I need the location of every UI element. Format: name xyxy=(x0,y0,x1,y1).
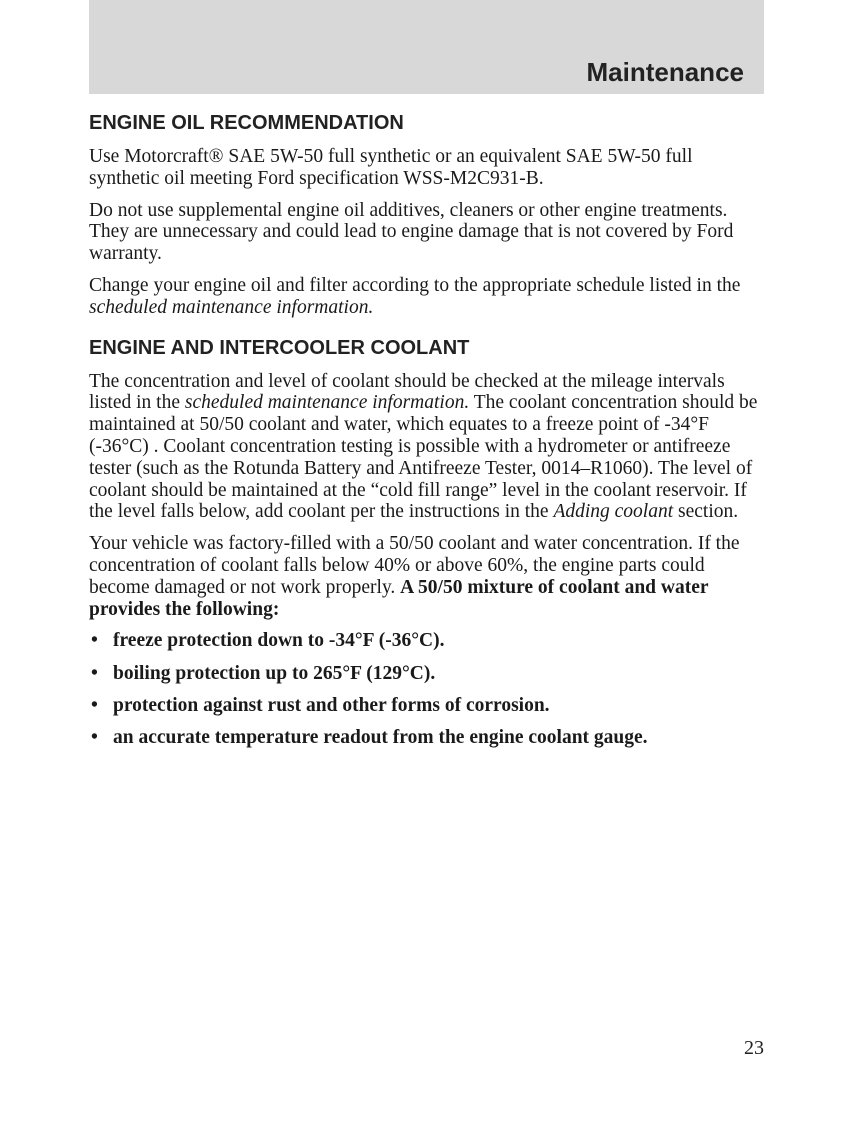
page-content xyxy=(89,110,764,760)
coolant-paragraph-2-text: Your vehicle was factory-filled with a 50/50 coolant and water concentration. If the concentration of coolant falls below 40% or above 60%, the engine parts could become damaged or not work properly. xyxy=(89,533,740,598)
list-item xyxy=(89,695,764,717)
coolant-heading: ENGINE AND INTERCOOLER COOLANT xyxy=(89,336,470,359)
list-item xyxy=(89,630,764,652)
engine-oil-section xyxy=(89,110,764,319)
coolant-paragraph-1-part-b: The coolant concentration should be maintained at 50/50 coolant and water, which equates to a freeze point of -34°F (-36°C) . Coolant concentration testing is possible with a hydrometer or antifreeze tester (such as the Rotunda Battery and Antifreeze Tester, 0014–R1060). The level of coolant should be maintained at the “cold fill range” level in the coolant reservoir. If the level falls below, add coolant per the instructions in the xyxy=(89,392,758,523)
list-item-text: protection against rust and other forms of corrosion. xyxy=(113,694,550,716)
list-item xyxy=(89,663,764,685)
adding-coolant-reference: Adding coolant xyxy=(553,501,674,523)
engine-oil-paragraph-2: Do not use supplemental engine oil additives, cleaners or other engine treatments. They are unnecessary and could lead to engine damage that is not covered by Ford warranty. xyxy=(89,199,734,265)
coolant-paragraph-2-bold: A 50/50 mixture of coolant and water provides the following: xyxy=(89,576,709,620)
bullet-icon: • xyxy=(91,694,98,716)
page-number: 23 xyxy=(744,1037,764,1059)
bullet-icon: • xyxy=(91,727,98,749)
scheduled-maintenance-reference: scheduled maintenance information. xyxy=(89,296,374,318)
scheduled-maintenance-reference: scheduled maintenance information. xyxy=(184,392,470,414)
coolant-paragraph-1-part-c: section. xyxy=(673,501,739,523)
coolant-paragraph-2 xyxy=(89,533,764,620)
bullet-icon: • xyxy=(91,662,98,684)
bullet-icon: • xyxy=(91,630,98,652)
coolant-section xyxy=(89,335,764,749)
list-item-text: freeze protection down to -34°F (-36°C). xyxy=(113,630,445,652)
list-item xyxy=(89,727,764,749)
coolant-benefits-list xyxy=(89,630,764,749)
page-section-title: Maintenance xyxy=(586,57,744,87)
list-item-text: boiling protection up to 265°F (129°C). xyxy=(113,662,436,684)
engine-oil-paragraph-3 xyxy=(89,275,764,319)
coolant-paragraph-1 xyxy=(89,371,764,524)
coolant-paragraph-1-part-a: The concentration and level of coolant should be checked at the mileage intervals listed in the xyxy=(89,370,725,414)
header-band xyxy=(89,0,764,94)
engine-oil-paragraph-1: Use Motorcraft® SAE 5W-50 full synthetic or an equivalent SAE 5W-50 full synthetic oil meeting Ford specification WSS-M2C931-B. xyxy=(89,146,693,189)
list-item-text: an accurate temperature readout from the engine coolant gauge. xyxy=(113,727,648,749)
engine-oil-paragraph-3-text: Change your engine oil and filter according to the appropriate schedule listed in the xyxy=(89,274,741,296)
engine-oil-heading: ENGINE OIL RECOMMENDATION xyxy=(89,112,404,134)
